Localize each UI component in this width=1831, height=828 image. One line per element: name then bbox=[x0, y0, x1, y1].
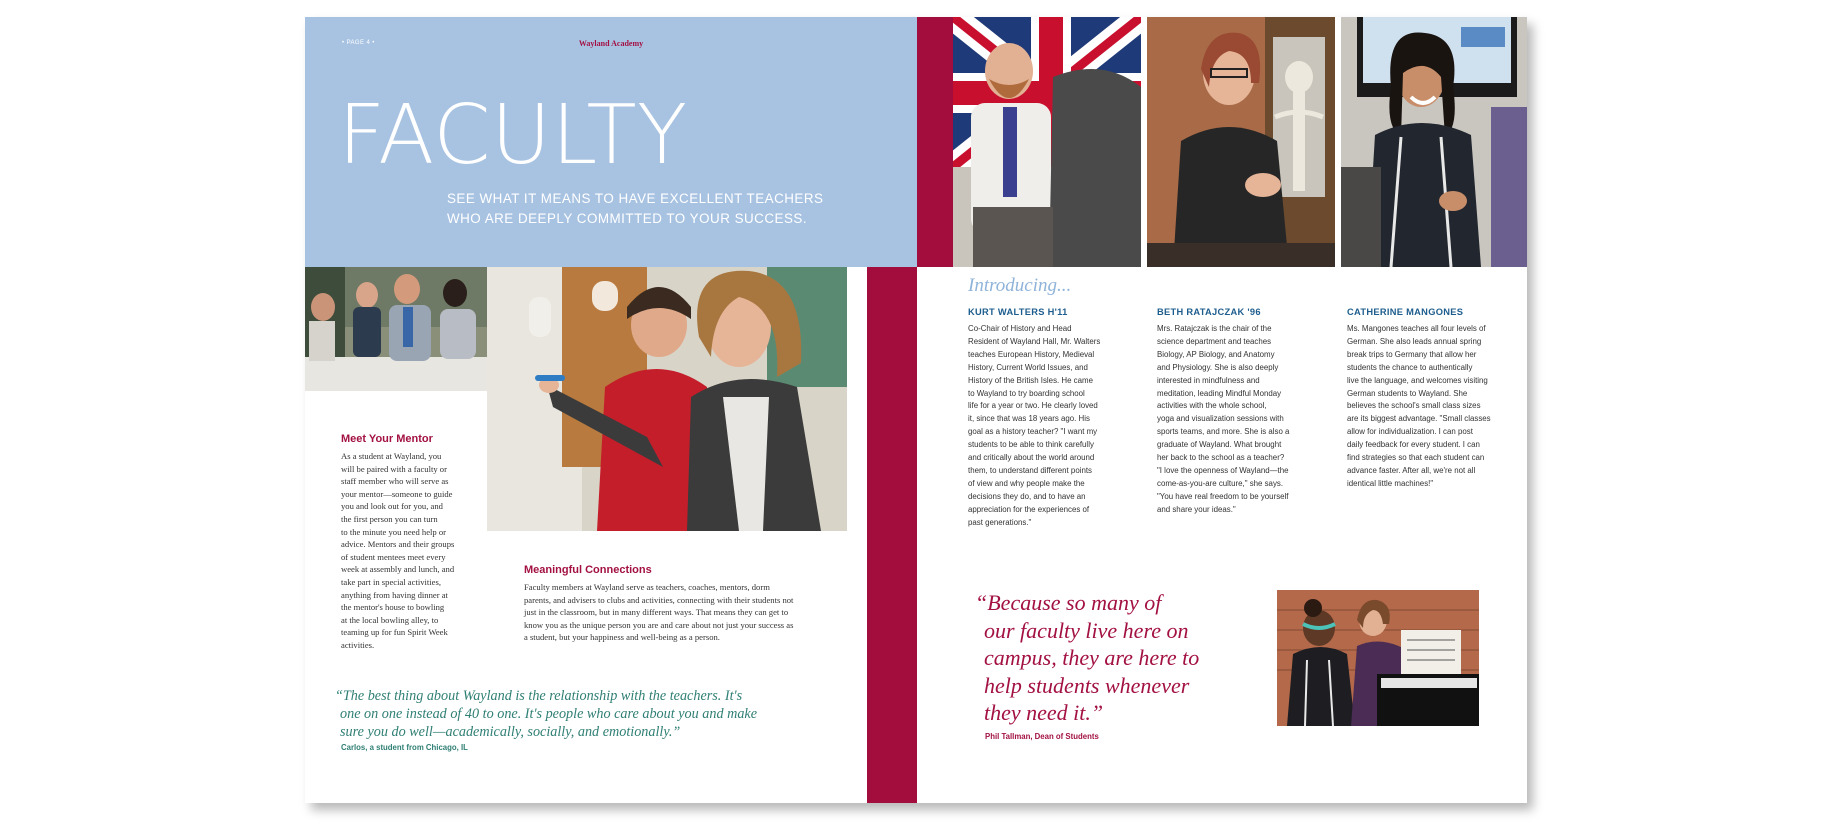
bio-line: Mrs. Ratajczak is the chair of the bbox=[1157, 324, 1272, 333]
bio-line: Ms. Mangones teaches all four levels of bbox=[1347, 324, 1486, 333]
dean-quote-line: “Because so many of bbox=[975, 590, 1162, 615]
bio-line: believes the school's small class sizes bbox=[1347, 401, 1481, 411]
mentor-line: teaming up for fun Spirit Week bbox=[341, 627, 448, 638]
dean-quote-attribution: Phil Tallman, Dean of Students bbox=[985, 732, 1099, 741]
bio-line: meditation, leading Mindful Monday bbox=[1157, 388, 1282, 398]
bio-line: Biology, AP Biology, and Anatomy bbox=[1157, 349, 1275, 359]
mentor-line: of student mentees meet every bbox=[341, 551, 446, 562]
dean-quote-line: our faculty live here on bbox=[984, 617, 1189, 643]
mentor-line: at the local bowling alley, to bbox=[341, 614, 439, 625]
mentor-line: anything from having dinner at bbox=[341, 589, 448, 600]
bio-line: goal as a history teacher? "I want my bbox=[968, 427, 1098, 437]
subtitle-line: SEE WHAT IT MEANS TO HAVE EXCELLENT TEACHERS bbox=[447, 191, 824, 206]
bio-line: and Physiology. She is also deeply bbox=[1157, 362, 1279, 372]
bio-line: "You have real freedom to be yourself bbox=[1157, 491, 1289, 501]
student-quote-line: one on one instead of 40 to one. It's people who care about you and make bbox=[340, 706, 758, 722]
connections-line: just in the classroom, but in many different ways. That means they can get to bbox=[524, 607, 789, 618]
whiteboard-students-photo bbox=[487, 267, 847, 531]
bio-line: German students to Wayland. She bbox=[1347, 388, 1468, 398]
connections-body-text bbox=[524, 581, 854, 644]
faculty-hero-banner bbox=[305, 17, 917, 267]
faculty-bio-beth-ratajczak bbox=[1157, 323, 1307, 517]
bio-line: allow for individualization. I can post bbox=[1347, 427, 1473, 437]
page-subtitle bbox=[447, 189, 867, 229]
mentor-line: week at assembly and lunch, and bbox=[341, 564, 455, 575]
crimson-accent-bar bbox=[917, 17, 953, 267]
bio-line: Co-Chair of History and Head bbox=[968, 324, 1072, 333]
meet-your-mentor-heading: Meet Your Mentor bbox=[341, 433, 433, 445]
page-title: FACULTY bbox=[338, 88, 688, 183]
bio-line: German. She also leads annual spring bbox=[1347, 336, 1482, 346]
beth-ratajczak-photo bbox=[1147, 17, 1335, 267]
bio-line: of view and why people make the bbox=[968, 478, 1085, 488]
school-name: Wayland Academy bbox=[578, 39, 644, 48]
bio-line: "I love the openness of Wayland—the bbox=[1157, 465, 1289, 475]
bio-line: interested in mindfulness and bbox=[1157, 375, 1260, 385]
faculty-name-kurt-walters: KURT WALTERS H'11 bbox=[968, 307, 1068, 317]
bio-line: appreciation for the experiences of bbox=[968, 504, 1090, 514]
faculty-name-beth-ratajczak: BETH RATAJCZAK '96 bbox=[1157, 307, 1261, 317]
bio-line: it, since that was 18 years ago. His bbox=[968, 414, 1090, 424]
dean-quote bbox=[975, 589, 1275, 727]
bio-line: advance faster. After all, we're not all bbox=[1347, 465, 1476, 475]
bio-line: activities with the whole school, bbox=[1157, 401, 1267, 411]
bio-line: them, to understand different points bbox=[968, 465, 1092, 475]
mentor-line: your mentor—someone to guide bbox=[341, 488, 453, 499]
bio-line: her back to the school as a teacher? bbox=[1157, 453, 1285, 463]
faculty-bio-catherine-mangones bbox=[1347, 323, 1507, 491]
catherine-mangones-photo bbox=[1341, 17, 1527, 267]
bio-line: decisions they do, and to have an bbox=[968, 491, 1086, 501]
bio-line: students the chance to authentically bbox=[1347, 362, 1473, 372]
dean-quote-line: campus, they are here to bbox=[984, 645, 1200, 671]
bio-line: live the language, and welcomes visiting bbox=[1347, 375, 1488, 385]
student-quote-attribution: Carlos, a student from Chicago, IL bbox=[341, 743, 468, 752]
brochure-spread bbox=[305, 17, 1527, 803]
bio-line: yoga and visualization sessions with bbox=[1157, 414, 1284, 424]
dean-quote-line: help students whenever bbox=[984, 672, 1190, 698]
bio-line: teaches European History, Medieval bbox=[968, 349, 1095, 359]
student-quote-line: “The best thing about Wayland is the relationship with the teachers. It's bbox=[335, 688, 743, 704]
bio-line: and critically about the world around bbox=[968, 453, 1095, 463]
connections-line: parents, and advisers to clubs and activities, connecting with their students not bbox=[524, 594, 794, 605]
mentor-line: the mentor's house to bowling bbox=[341, 602, 445, 613]
connections-line: Faculty members at Wayland serve as teachers, coaches, mentors, dorm bbox=[524, 582, 770, 592]
bio-line: daily feedback for every student. I can bbox=[1347, 440, 1480, 450]
connections-line: know you as the unique person you are and care about not just your success as bbox=[524, 619, 794, 630]
faculty-bio-kurt-walters bbox=[968, 323, 1118, 530]
mentor-line: advice. Mentors and their groups bbox=[341, 539, 455, 550]
connections-line: a student, but your happiness and well-being as a person. bbox=[524, 632, 720, 643]
mentor-line: staff member who will serve as bbox=[341, 476, 449, 487]
mentor-line: As a student at Wayland, you bbox=[341, 451, 442, 461]
bio-line: sports teams, and more. She is also a bbox=[1157, 427, 1290, 437]
bio-line: identical little machines!" bbox=[1347, 478, 1434, 488]
mentor-line: the first person you can turn bbox=[341, 513, 438, 524]
piano-lesson-photo bbox=[1277, 590, 1479, 726]
meaningful-connections-heading: Meaningful Connections bbox=[524, 564, 652, 576]
bio-line: find strategies so that each student can bbox=[1347, 453, 1485, 463]
mentor-body-text bbox=[341, 450, 491, 652]
bio-line: graduate of Wayland. What brought bbox=[1157, 440, 1282, 450]
bio-line: past generations." bbox=[968, 517, 1032, 527]
bio-line: students to be able to think carefully bbox=[968, 440, 1094, 450]
introducing-heading: Introducing... bbox=[968, 275, 1072, 296]
dean-quote-line: they need it.” bbox=[984, 700, 1104, 726]
bio-line: History, Current World Issues, and bbox=[968, 362, 1088, 372]
bio-line: come-as-you-are culture," she says. bbox=[1157, 478, 1284, 488]
mentor-line: to the minute you need help or bbox=[341, 526, 447, 537]
student-quote-line: sure you do well—academically, socially, and emotionally.” bbox=[340, 724, 681, 740]
mentor-line: take part in special activities, bbox=[341, 576, 441, 587]
bio-line: are its biggest advantage. "Small classes bbox=[1347, 414, 1491, 424]
bio-line: History of the British Isles. He came bbox=[968, 375, 1093, 385]
mentor-line: activities. bbox=[341, 639, 375, 650]
subtitle-line: WHO ARE DEEPLY COMMITTED TO YOUR SUCCESS. bbox=[447, 211, 808, 226]
bio-line: science department and teaches bbox=[1157, 336, 1272, 346]
bio-line: life for a year or two. He clearly loved bbox=[968, 401, 1098, 411]
page-number: • PAGE 4 • bbox=[342, 40, 375, 46]
bio-line: to Wayland to try boarding school bbox=[968, 388, 1085, 398]
faculty-name-catherine-mangones: CATHERINE MANGONES bbox=[1347, 307, 1464, 317]
student-quote bbox=[335, 687, 835, 741]
mentor-line: you and look out for you, and bbox=[341, 501, 443, 512]
bio-line: break trips to Germany that allow her bbox=[1347, 349, 1477, 359]
kurt-walters-photo bbox=[953, 17, 1141, 267]
bio-line: and share your ideas." bbox=[1157, 504, 1236, 514]
bio-line: Resident of Wayland Hall, Mr. Walters bbox=[968, 336, 1101, 346]
crimson-accent-bar bbox=[867, 267, 917, 803]
classroom-discussion-photo bbox=[305, 267, 487, 391]
mentor-line: will be paired with a faculty or bbox=[341, 463, 447, 474]
